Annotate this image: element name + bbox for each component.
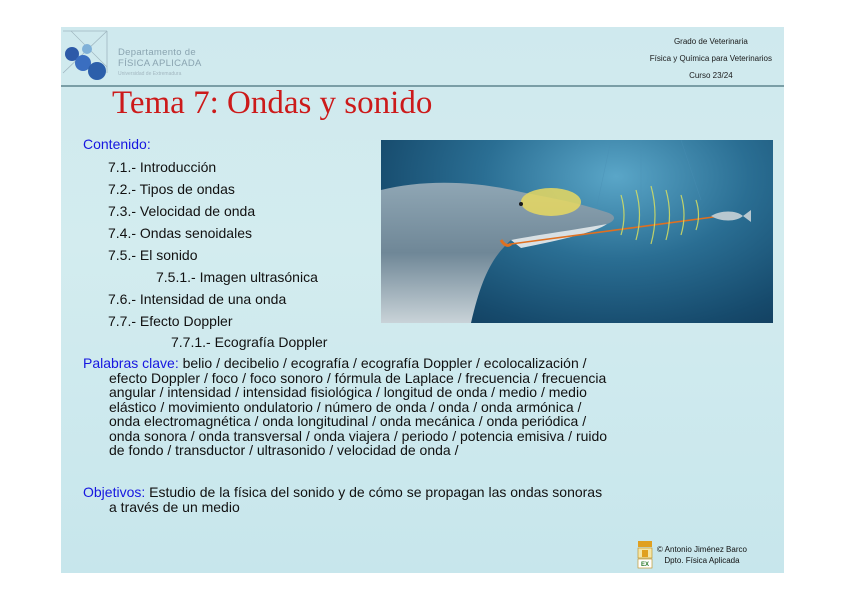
keywords-line: de fondo / transductor / ultrasonido / velocidad de onda / — [109, 442, 459, 458]
objectives-text: Estudio de la física del sonido y de cómo se propagan las ondas sonoras — [145, 484, 603, 500]
contents-item: 7.1.- Introducción — [108, 159, 217, 175]
course-degree: Grado de Veterinaria — [673, 37, 748, 46]
contents-item: 7.2.- Tipos de ondas — [108, 181, 235, 197]
contenido-label: Contenido: — [83, 136, 151, 152]
university-name: Universidad de Extremadura — [118, 71, 182, 77]
course-subject: Física y Química para Veterinarios — [649, 54, 772, 63]
contents-item: 7.3.- Velocidad de onda — [108, 203, 256, 219]
emblem-letters: EX — [640, 562, 650, 568]
author-credit — [657, 544, 747, 566]
keywords-line: onda electromagnética / onda longitudinal / onda mecánica / onda periódica / — [109, 413, 587, 429]
objectives-label: Objetivos: — [83, 484, 146, 500]
keywords-line: angular / intensidad / intensidad fisiológica / longitud de onda / medio / medio — [109, 384, 587, 400]
keywords-line: elástico / movimiento ondulatorio / número de onda / onda / onda armónica / — [109, 398, 582, 415]
keywords-line — [83, 356, 763, 371]
university-emblem-icon — [637, 539, 653, 569]
contents-subitem: 7.7.1.- Ecografía Doppler — [171, 334, 328, 350]
contents-item: 7.7.- Efecto Doppler — [108, 313, 233, 329]
author-department: Dpto. Física Aplicada — [664, 556, 740, 565]
objectives-line — [83, 485, 602, 500]
keywords-label: Palabras clave: — [83, 355, 179, 371]
keywords-text: belio / decibelio / ecografía / ecografía Doppler / ecolocalización / — [178, 355, 587, 371]
course-info — [650, 33, 772, 84]
dolphin-echolocation-image — [381, 140, 773, 323]
department-line-1: Departamento de — [118, 47, 196, 58]
keywords-line: onda sonora / onda transversal / onda viajera / periodo / potencia emisiva / ruido — [109, 427, 608, 444]
slide-title: Tema 7: Ondas y sonido — [112, 85, 433, 121]
department-line-2: FÍSICA APLICADA — [118, 58, 202, 69]
contents-item: 7.6.- Intensidad de una onda — [108, 291, 287, 307]
author-name: © Antonio Jiménez Barco — [657, 545, 747, 554]
objectives-block — [83, 485, 602, 514]
slide — [61, 27, 784, 573]
department-name — [118, 47, 202, 69]
contents-subitem: 7.5.1.- Imagen ultrasónica — [156, 269, 318, 285]
keywords-line: efecto Doppler / foco / foco sonoro / fórmula de Laplace / frecuencia / frecuencia — [109, 369, 607, 386]
contents-item: 7.5.- El sonido — [108, 247, 198, 263]
objectives-line: a través de un medio — [109, 498, 240, 515]
contents-item: 7.4.- Ondas senoidales — [108, 225, 252, 241]
keywords-block — [83, 356, 763, 458]
course-year: Curso 23/24 — [689, 71, 733, 80]
